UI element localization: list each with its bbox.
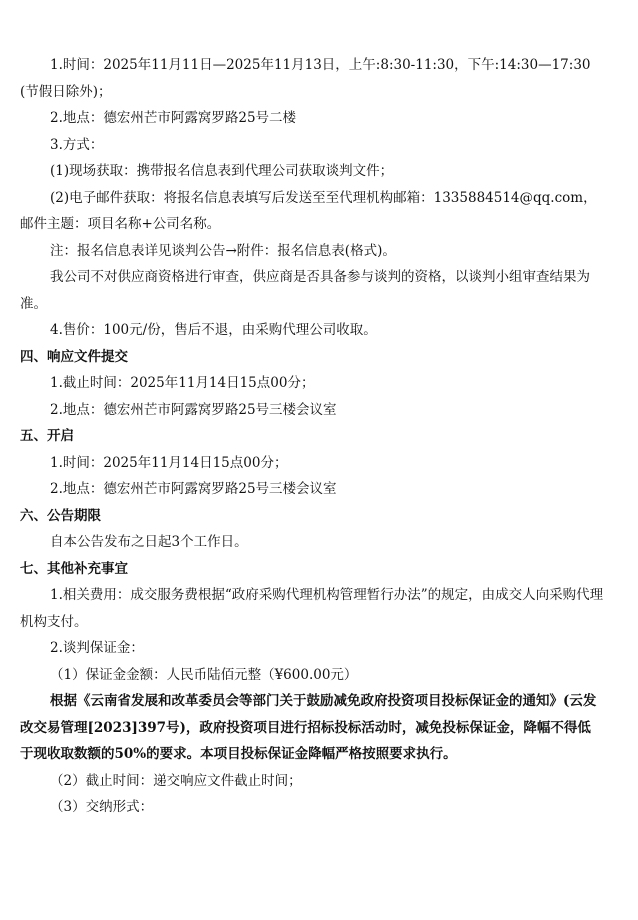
paragraph-time: 1.时间：2025年11月11日—2025年11月13日，上午:8:30-11:30，下午:14:30—17:30(节假日除外)； <box>20 57 591 100</box>
paragraph-opening-time: 1.时间：2025年11月14日15点00分； <box>50 454 288 471</box>
heading-notice-period: 六、公告期限 <box>20 507 101 524</box>
paragraph-fees: 1.相关费用：成交服务费根据“政府采购代理机构管理暂行办法”的规定，由成交人向采购代理机构支付。 <box>20 587 604 630</box>
paragraph-opening-location: 2.地点：德宏州芒市阿露窝罗路25号三楼会议室 <box>50 481 337 497</box>
heading-other: 七、其他补充事宜 <box>20 560 128 577</box>
paragraph-note: 注：报名信息表详见谈判公告→附件：报名信息表(格式)。 <box>50 242 396 259</box>
paragraph-deposit: 2.谈判保证金： <box>50 640 144 656</box>
paragraph-onsite: (1)现场获取：携带报名信息表到代理公司获取谈判文件； <box>50 163 394 179</box>
paragraph-price: 4.售价：100元/份，售后不退，由采购代理公司收取。 <box>50 322 377 338</box>
paragraph-method: 3.方式： <box>50 136 104 153</box>
paragraph-submission-location: 2.地点：德宏州芒市阿露窝罗路25号三楼会议室 <box>50 401 337 418</box>
heading-submission: 四、响应文件提交 <box>20 348 128 365</box>
paragraph-deposit-deadline: （2）截止时间：递交响应文件截止时间； <box>50 772 302 789</box>
paragraph-review: 我公司不对供应商资格进行审查，供应商是否具备参与谈判的资格，以谈判小组审查结果为准。 <box>20 269 590 312</box>
paragraph-deposit-basis: 根据《云南省发展和改革委员会等部门关于鼓励减免政府投资项目投标保证金的通知》(云发改交易管理[2023]397号)，政府投资项目进行招标投标活动时，减免投标保证金，降幅不得低于现收取数额的50%的要求。本项目投标保证金降幅严格按照要求执行。 <box>20 693 597 762</box>
paragraph-deadline: 1.截止时间：2025年11月14日15点00分； <box>50 375 315 391</box>
paragraph-deposit-amount: （1）保证金金额：人民币陆佰元整（¥600.00元） <box>50 666 358 683</box>
heading-opening: 五、开启 <box>20 428 74 444</box>
paragraph-email: (2)电子邮件获取：将报名信息表填写后发送至至代理机构邮箱：1335884514@qq.com，邮件主题：项目名称+公司名称。 <box>20 189 597 232</box>
paragraph-payment-form: （3）交纳形式： <box>50 799 154 815</box>
paragraph-location: 2.地点：德宏州芒市阿露窝罗路25号二楼 <box>50 110 297 126</box>
paragraph-notice-period: 自本公告发布之日起3个工作日。 <box>50 534 248 550</box>
